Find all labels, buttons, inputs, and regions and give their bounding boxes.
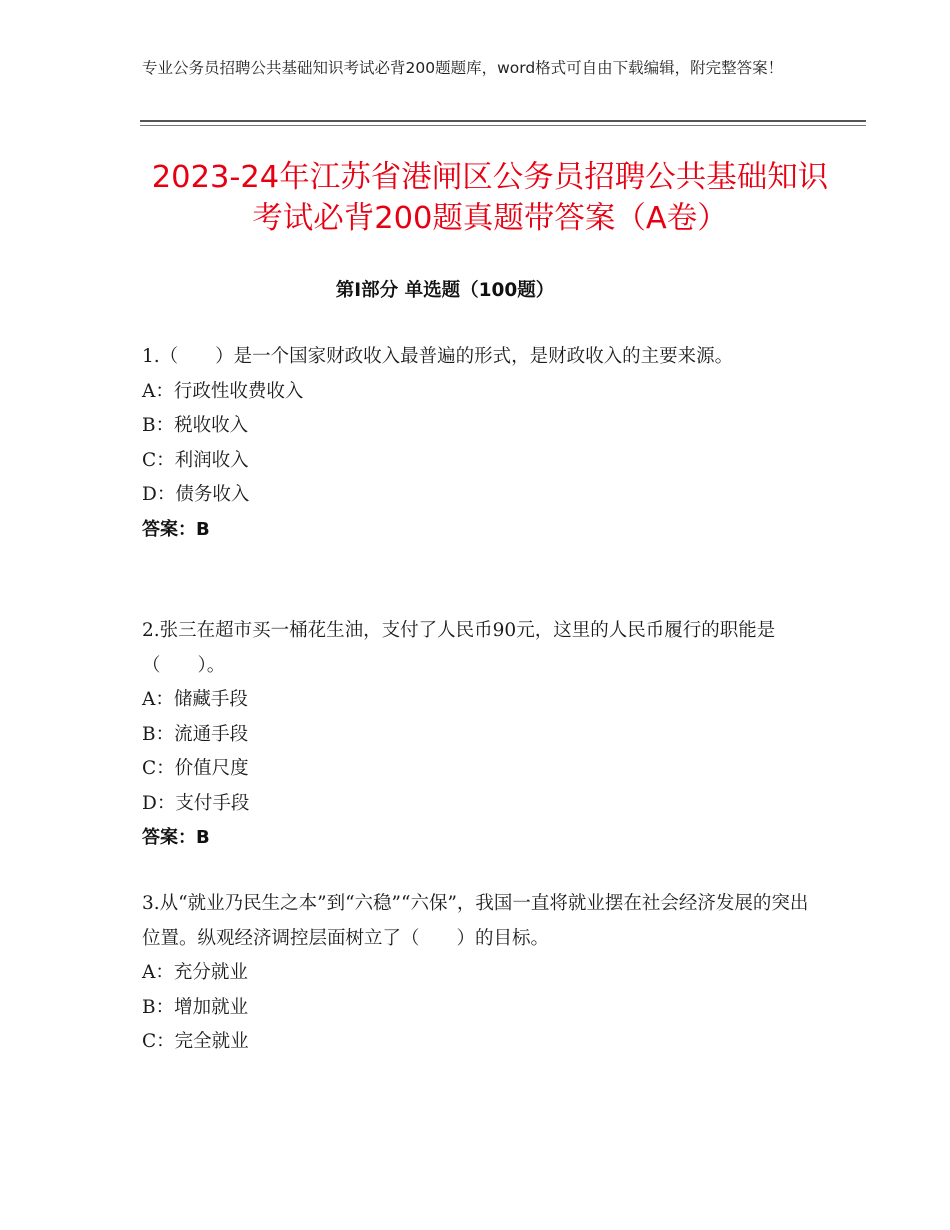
- option-a: A：行政性收费收入: [142, 380, 304, 402]
- option-d: D：支付手段: [142, 792, 250, 814]
- header-divider-thin: [140, 125, 866, 126]
- answer: 答案：B: [142, 827, 210, 848]
- option-a: A：储藏手段: [142, 689, 248, 710]
- answer: 答案：B: [142, 518, 210, 540]
- question-stem: 1.（ ）是一个国家财政收入最普遍的形式，是财政收入的主要来源。: [142, 346, 734, 367]
- option-a: A：充分就业: [142, 962, 248, 983]
- question-stem: 3.从“就业乃民生之本”到“六稳”“六保”，我国一直将就业摆在社会经济发展的突出位置。纵观经济调控层面树立了（ ）的目标。: [142, 893, 809, 949]
- option-c: C：利润收入: [142, 449, 249, 471]
- option-b: B：流通手段: [142, 723, 249, 745]
- question-1: [142, 340, 812, 547]
- document-title: 2023-24年江苏省港闸区公务员招聘公共基础知识考试必背200题真题带答案（A卷）: [151, 160, 829, 236]
- option-c: C：完全就业: [142, 1031, 249, 1052]
- question-stem: 2.张三在超市买一桶花生油，支付了人民币90元，这里的人民币履行的职能是（ ）。: [142, 620, 776, 676]
- header-note: 专业公务员招聘公共基础知识考试必背200题题库，word格式可自由下载编辑，附完整答案！: [142, 59, 784, 77]
- option-b: B：增加就业: [142, 996, 249, 1018]
- option-d: D：债务收入: [142, 484, 250, 505]
- question-3: [142, 887, 812, 1060]
- option-c: C：价值尺度: [142, 758, 249, 779]
- question-2: [142, 614, 812, 856]
- option-b: B：税收收入: [142, 415, 249, 436]
- section-title: 第Ⅰ部分 单选题（100题）: [335, 280, 555, 301]
- header-divider: [140, 120, 866, 122]
